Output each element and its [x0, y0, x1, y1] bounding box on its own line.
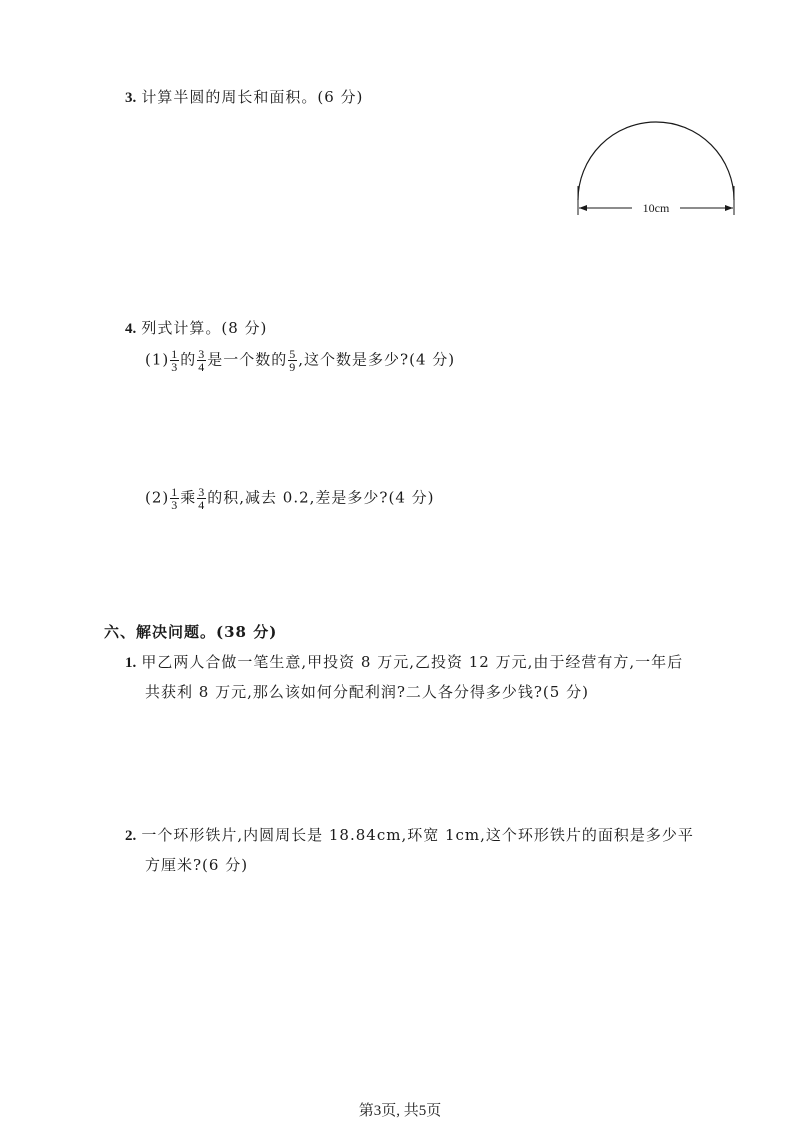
arrow-left-icon — [579, 205, 587, 211]
problem-1 — [125, 651, 683, 672]
question-text: 列式计算。(8 分) — [141, 319, 268, 337]
problem-2-line-2: 方厘米?(6 分) — [145, 856, 249, 874]
fraction — [288, 348, 297, 373]
fraction — [170, 486, 179, 511]
text: 乘 — [180, 488, 197, 507]
problem-number: 2. — [125, 828, 137, 844]
fraction — [197, 348, 206, 373]
diameter-label: 10cm — [642, 201, 670, 215]
question-3 — [125, 86, 363, 107]
problem-1-line-2: 共获利 8 万元,那么该如何分配利润?二人各分得多少钱?(5 分) — [145, 683, 589, 701]
question-text: 计算半圆的周长和面积。(6 分) — [141, 88, 364, 106]
question-4-part-1 — [145, 348, 455, 373]
problem-2 — [125, 824, 694, 845]
denominator: 9 — [289, 360, 297, 374]
section-title: 六、解决问题。(38 分) — [104, 623, 278, 641]
text: 的 — [180, 350, 197, 369]
text: 是一个数的 — [207, 350, 288, 369]
fraction — [170, 348, 179, 373]
numerator: 1 — [171, 485, 179, 499]
question-number: 4. — [125, 321, 137, 337]
semicircle-arc — [578, 122, 734, 200]
text: ,这个数是多少?(4 分) — [298, 350, 456, 369]
part-label: (1) — [145, 350, 170, 369]
denominator: 4 — [198, 360, 206, 374]
denominator: 3 — [171, 360, 179, 374]
denominator: 3 — [171, 498, 179, 512]
question-number: 3. — [125, 90, 137, 106]
question-4 — [125, 317, 267, 338]
problem-text-line: 甲乙两人合做一笔生意,甲投资 8 万元,乙投资 12 万元,由于经营有方,一年后 — [141, 653, 684, 671]
numerator: 3 — [198, 485, 206, 499]
part-label: (2) — [145, 488, 170, 507]
numerator: 5 — [289, 347, 297, 361]
arrow-right-icon — [725, 205, 733, 211]
numerator: 1 — [171, 347, 179, 361]
page-footer: 第3页, 共5页 — [358, 1103, 442, 1119]
semicircle-figure — [570, 108, 745, 220]
question-4-part-2 — [145, 486, 434, 511]
problem-text-line: 一个环形铁片,内圆周长是 18.84cm,环宽 1cm,这个环形铁片的面积是多少平 — [141, 826, 694, 844]
text: 的积,减去 0.2,差是多少?(4 分) — [207, 488, 435, 507]
denominator: 4 — [198, 498, 206, 512]
fraction — [197, 486, 206, 511]
problem-number: 1. — [125, 655, 137, 671]
numerator: 3 — [198, 347, 206, 361]
